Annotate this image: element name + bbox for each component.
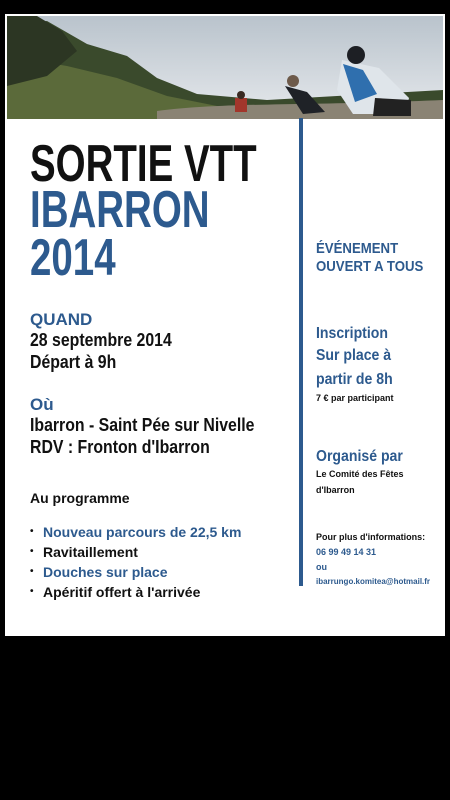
inscription-line-1: Inscription xyxy=(316,325,388,342)
event-open-line-1: ÉVÉNEMENT xyxy=(316,240,399,257)
programme-heading: Au programme xyxy=(30,490,130,506)
cyclists-photo-image xyxy=(7,16,443,119)
programme-list xyxy=(30,522,241,602)
programme-item: • Douches sur place xyxy=(30,564,168,580)
info-heading: Pour plus d'informations: xyxy=(316,532,426,542)
departure-time: Départ à 9h xyxy=(30,352,117,372)
column-divider xyxy=(299,118,303,586)
programme-item: • Apéritif offert à l'arrivée xyxy=(30,584,201,600)
event-poster xyxy=(5,14,445,636)
programme-item: • Nouveau parcours de 22,5 km xyxy=(30,524,242,540)
price: 7 € par participant xyxy=(316,393,394,403)
event-open-line-2: OUVERT A TOUS xyxy=(316,258,424,275)
programme-item: • Ravitaillement xyxy=(30,544,138,560)
location: Ibarron - Saint Pée sur Nivelle xyxy=(30,415,255,435)
organiser-line-1: Le Comité des Fêtes xyxy=(316,469,404,479)
organiser-heading: Organisé par xyxy=(316,448,403,465)
cyclists-photo xyxy=(7,16,443,119)
phone-number: 06 99 49 14 31 xyxy=(316,547,377,557)
organiser-line-2: d'Ibarron xyxy=(316,485,355,495)
inscription-line-2: Sur place à xyxy=(316,347,392,364)
title-line-1: SORTIE VTT xyxy=(30,135,257,193)
or-text: ou xyxy=(316,562,327,572)
inscription-line-3: partir de 8h xyxy=(316,371,393,388)
title-line-2: IBARRON xyxy=(30,181,210,239)
meeting-point: RDV : Fronton d'Ibarron xyxy=(30,437,210,457)
ou-heading: Où xyxy=(30,395,54,414)
event-date: 28 septembre 2014 xyxy=(30,330,172,350)
contact-email[interactable]: ibarrungo.komitea@hotmail.fr xyxy=(316,577,431,586)
title-line-3: 2014 xyxy=(30,229,116,287)
quand-heading: QUAND xyxy=(30,310,93,329)
